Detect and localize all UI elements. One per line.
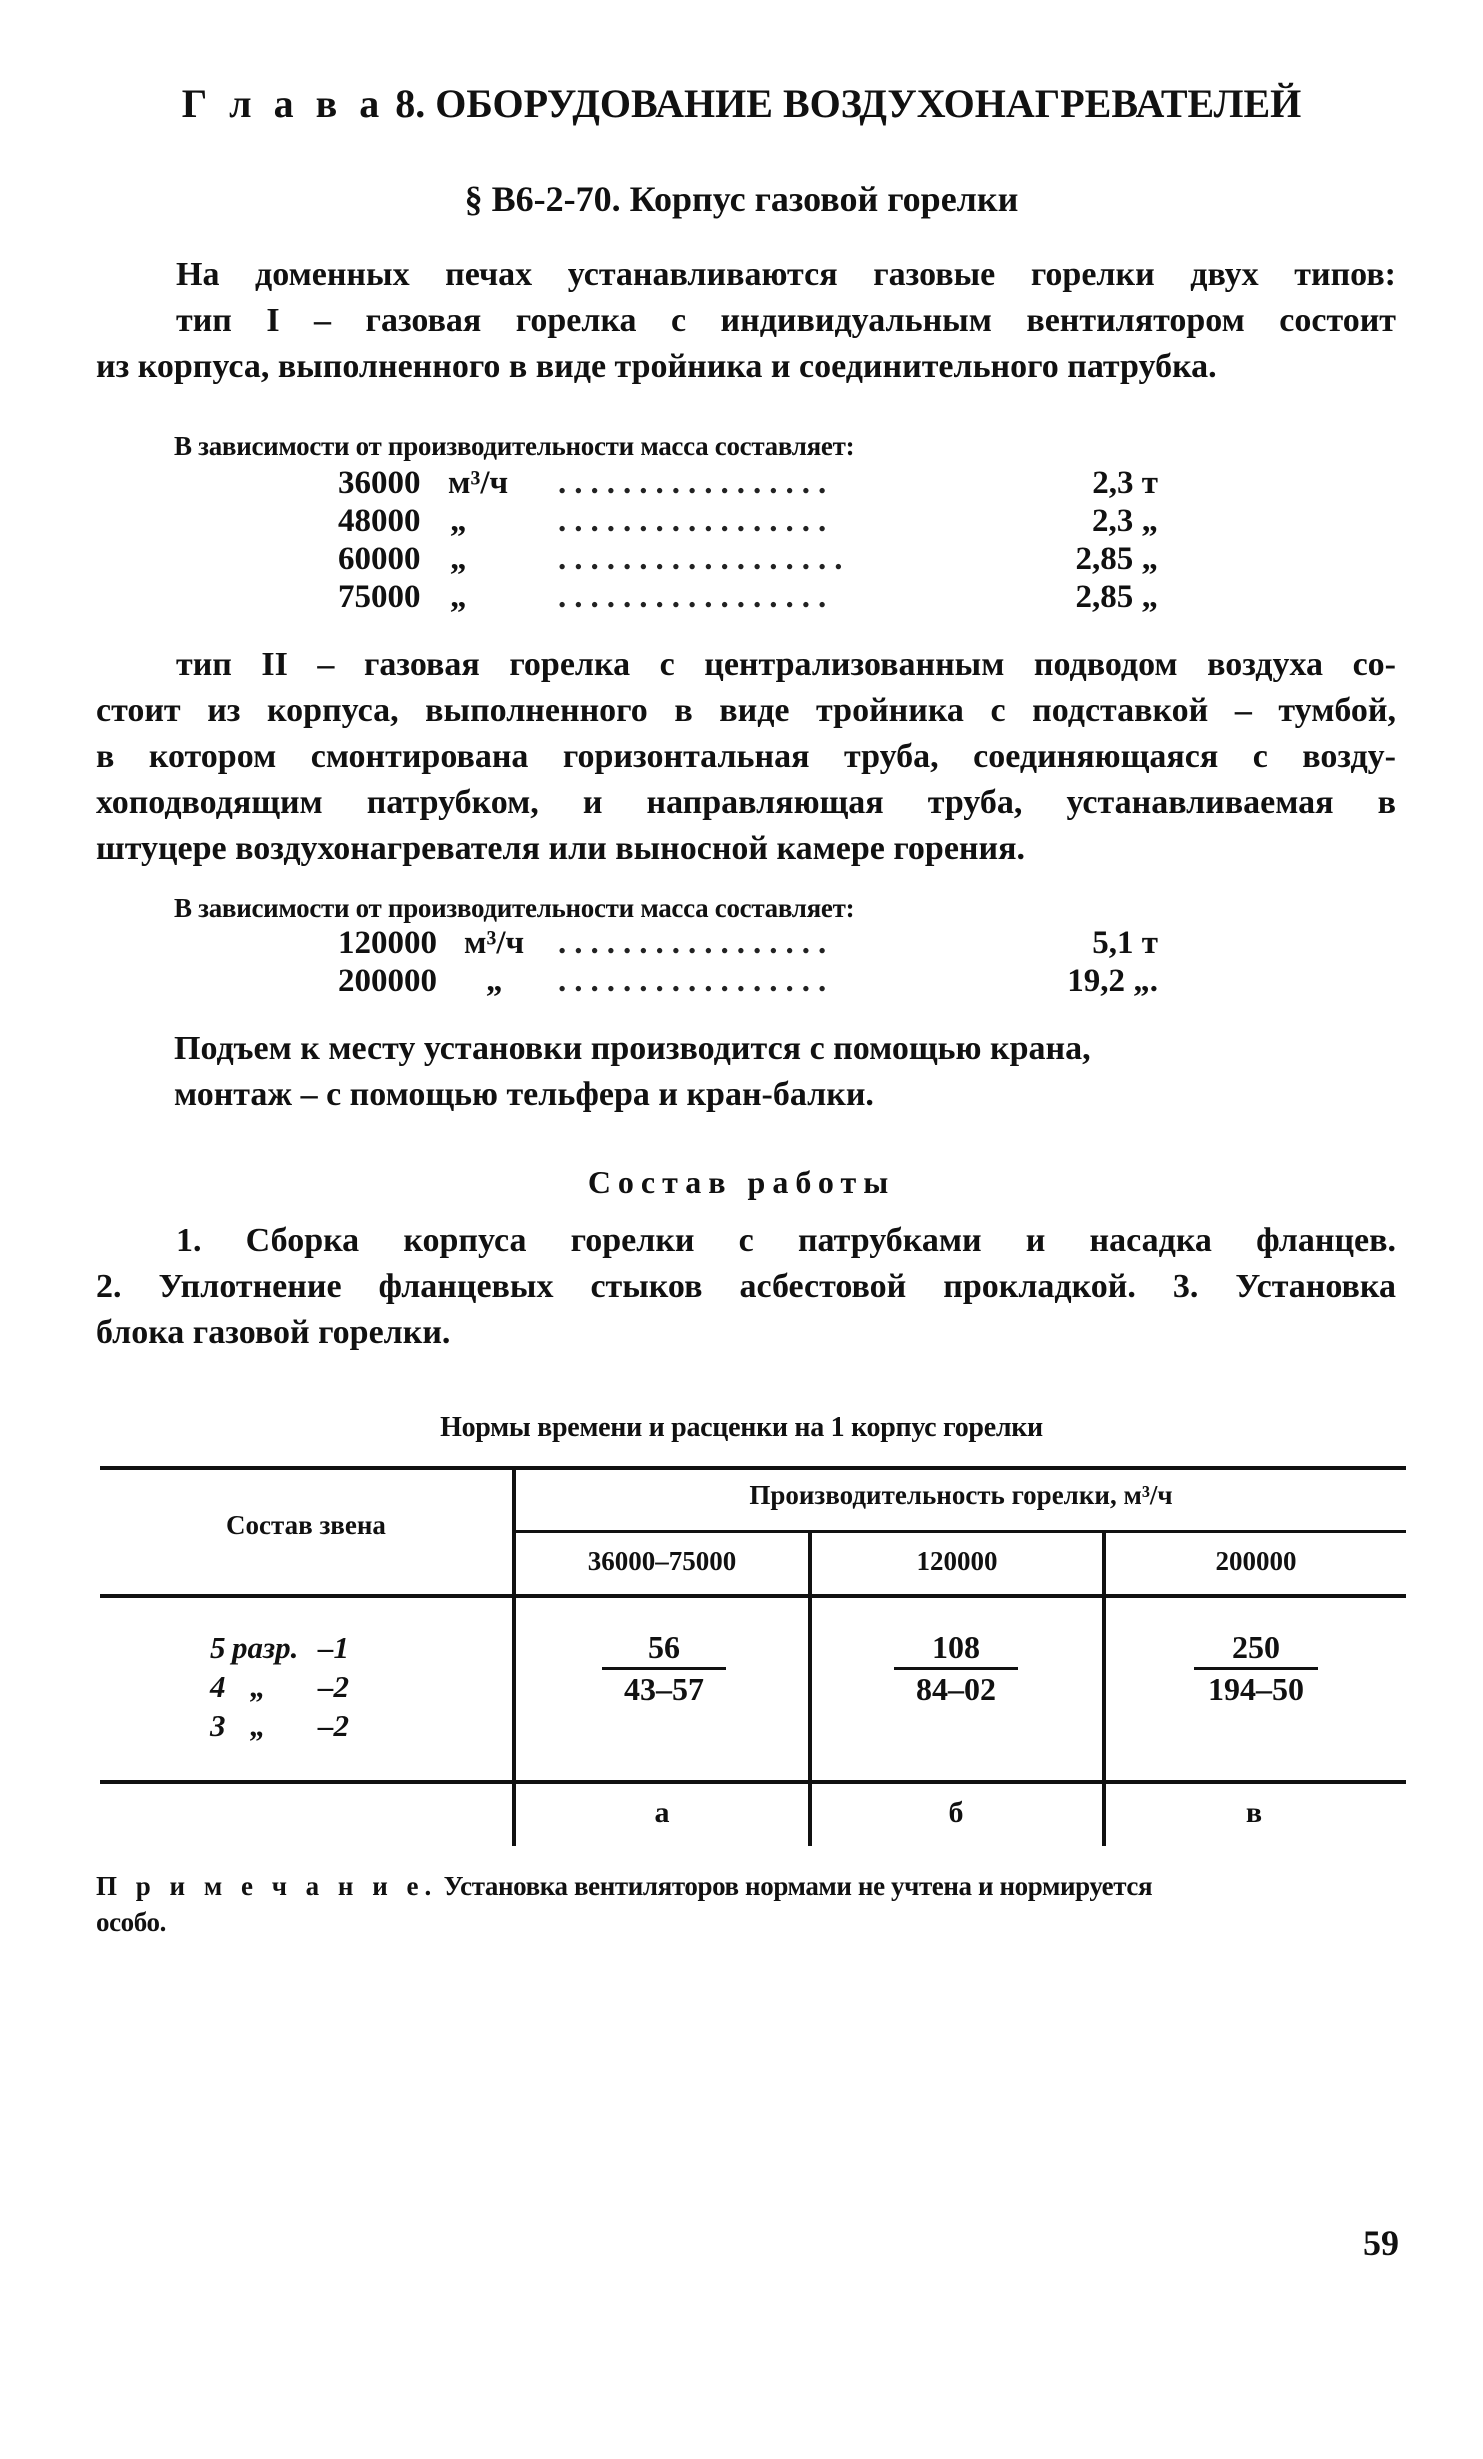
norm-rate: 194–50 (1208, 1671, 1304, 1707)
chapter-heading (0, 80, 1483, 127)
lifting-line-2: монтаж – с помощью тельфера и кран-балки. (174, 1076, 874, 1113)
norm-cell-col-3 (1176, 1628, 1336, 1707)
column-letter-b: б (948, 1796, 964, 1829)
work-line-3: блока газовой горелки. (96, 1314, 451, 1351)
mass-row-qty: 60000 (338, 541, 421, 577)
fraction-bar (1194, 1667, 1318, 1670)
type2-paragraph (96, 642, 1396, 872)
header-crew: Состав звена (226, 1510, 386, 1540)
table-rule-top (100, 1466, 1406, 1470)
mass-row (338, 464, 1158, 502)
note-text-end: особо. (96, 1907, 166, 1937)
note-label: П р и м е ч а н и е. (96, 1871, 438, 1901)
intro-line-3: из корпуса, выполненного в виде тройника и соединительного патрубка. (96, 348, 1217, 385)
mass-row (338, 502, 1158, 540)
norm-rate: 43–57 (624, 1671, 704, 1707)
table-divider-crew (512, 1466, 516, 1846)
header-col-1: 36000–75000 (587, 1546, 737, 1576)
crew-row (210, 1667, 390, 1706)
intro-paragraph (96, 252, 1396, 390)
lifting-line-1: Подъем к месту установки производится с помощью крана, (174, 1030, 1091, 1067)
work-line-2: 2. Уплотнение фланцевых стыков асбестовой прокладкой. 3. Установка (96, 1268, 1396, 1305)
mass-row-unit: м³/ч (464, 925, 525, 961)
fraction-bar (894, 1667, 1018, 1670)
intro-line-1: На доменных печах устанавливаются газовые горелки двух типов: (176, 256, 1396, 293)
norm-time: 56 (648, 1629, 680, 1665)
type2-line-3: в котором смонтирована горизонтальная труба, соединяющаяся с возду- (96, 738, 1396, 775)
mass-row-value: 2,85 „ (1075, 541, 1158, 577)
norm-cell-col-1 (584, 1628, 744, 1707)
mass-row-value: 2,85 „ (1075, 579, 1158, 615)
mass-row-qty: 36000 (338, 465, 421, 501)
table-rule-subheader (516, 1530, 1406, 1533)
section-heading: § В6-2-70. Корпус газовой горелки (464, 179, 1019, 219)
crew-count: –1 (318, 1630, 349, 1665)
mass-row-unit: „ (450, 579, 467, 615)
norm-rate: 84–02 (916, 1671, 996, 1707)
mass-row-qty: 48000 (338, 503, 421, 539)
intro-line-2: тип I – газовая горелка с индивидуальным вентилятором состоит (176, 302, 1396, 339)
mass-row-leader: ................. (558, 503, 835, 539)
norm-time: 250 (1232, 1629, 1280, 1665)
table-divider-col1 (808, 1530, 812, 1846)
mass-row (338, 578, 1158, 616)
column-letter-a: а (654, 1796, 670, 1829)
mass-row-leader: ................. (558, 925, 835, 961)
table-caption: Нормы времени и расценки на 1 корпус горелки (440, 1412, 1043, 1443)
mass-row-unit: „ (450, 503, 467, 539)
work-line-1: 1. Сборка корпуса горелки с патрубками и насадка фланцев. (176, 1222, 1396, 1259)
norm-time: 108 (932, 1629, 980, 1665)
crew-label: „ (250, 1708, 266, 1743)
work-paragraph (96, 1218, 1396, 1356)
mass-row-unit: „ (450, 541, 467, 577)
lifting-paragraph (174, 1026, 1374, 1118)
mass-row-leader: ................. (558, 465, 835, 501)
crew-composition (210, 1628, 390, 1745)
type2-line-4: хоподводящим патрубком, и направляющая труба, устанавливаемая в (96, 784, 1396, 821)
mass-row-qty: 120000 (338, 925, 437, 961)
crew-grade: 4 (210, 1669, 226, 1704)
crew-label: „ (250, 1669, 266, 1704)
type2-line-2: стоит из корпуса, выполненного в виде тройника с подставкой – тумбой, (96, 692, 1396, 729)
fraction-bar (602, 1667, 726, 1670)
mass-row-leader: ................. (558, 963, 835, 999)
crew-count: –2 (318, 1708, 349, 1743)
crew-row (210, 1628, 390, 1667)
mass-row-value: 2,3 „ (1092, 503, 1158, 539)
header-col-3: 200000 (1215, 1546, 1297, 1576)
note-text: Установка вентиляторов нормами не учтена и нормируется (443, 1871, 1153, 1901)
mass-row-leader: ................. (558, 579, 835, 615)
crew-label: разр. (232, 1630, 299, 1665)
type2-line-5: штуцере воздухонагревателя или выносной камере горения. (96, 830, 1026, 867)
chapter-label: Г л а в а (181, 81, 386, 126)
table-note (96, 1868, 1406, 1940)
mass-row-qty: 75000 (338, 579, 421, 615)
type2-mass-list (338, 924, 1158, 1000)
type2-line-1: тип II – газовая горелка с централизованным подводом воздуха со- (176, 646, 1396, 683)
type1-mass-list (338, 464, 1158, 616)
mass-label-type2: В зависимости от производительности масса составляет: (174, 893, 855, 923)
chapter-title: 8. ОБОРУДОВАНИЕ ВОЗДУХОНАГРЕВАТЕЛЕЙ (395, 81, 1302, 126)
work-composition-title: Состав работы (587, 1164, 896, 1200)
mass-row-unit: м³/ч (448, 465, 509, 501)
column-letter-v: в (1245, 1796, 1263, 1829)
mass-row-value: 2,3 т (1092, 465, 1158, 501)
header-col-2: 120000 (916, 1546, 998, 1576)
table-rule-body-bottom (100, 1780, 1406, 1784)
mass-row-qty: 200000 (338, 963, 437, 999)
crew-count: –2 (318, 1669, 349, 1704)
mass-row-unit: „ (486, 963, 503, 999)
mass-row (338, 962, 1158, 1000)
page-number: 59 (1363, 2223, 1399, 2263)
mass-row (338, 924, 1158, 962)
crew-grade: 5 (210, 1630, 226, 1665)
mass-row-leader: .................. (558, 541, 851, 577)
table-divider-col2 (1102, 1530, 1106, 1846)
table-rule-header-bottom (100, 1594, 1406, 1598)
norm-cell-col-2 (876, 1628, 1036, 1707)
crew-grade: 3 (210, 1708, 226, 1743)
crew-row (210, 1706, 390, 1745)
mass-row-value: 19,2 „. (1067, 963, 1158, 999)
mass-row-value: 5,1 т (1092, 925, 1158, 961)
header-capacity: Производительность горелки, м³/ч (749, 1480, 1173, 1510)
mass-row (338, 540, 1158, 578)
mass-label-type1: В зависимости от производительности масса составляет: (174, 431, 855, 461)
